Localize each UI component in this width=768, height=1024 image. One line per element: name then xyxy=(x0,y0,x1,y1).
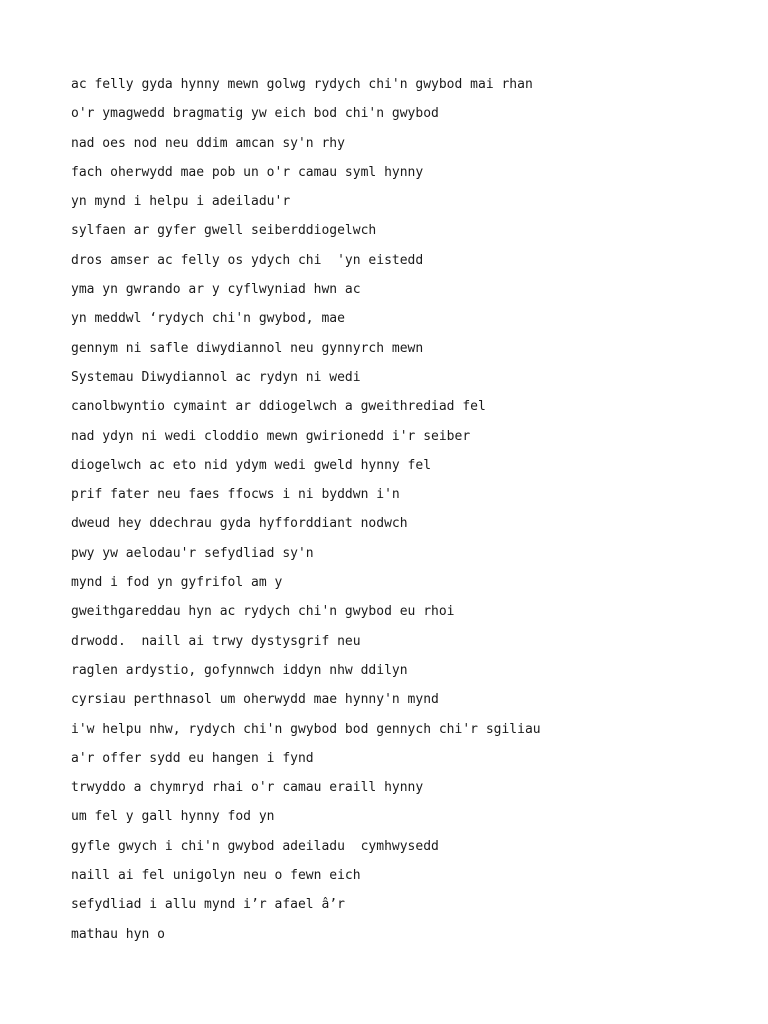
text-line: yn mynd i helpu i adeiladu'r xyxy=(71,194,291,210)
text-line: dweud hey ddechrau gyda hyfforddiant nodwch xyxy=(71,516,408,532)
text-line: nad oes nod neu ddim amcan sy'n rhy xyxy=(71,135,345,151)
text-line: naill ai fel unigolyn neu o fewn eich xyxy=(71,868,361,884)
text-line: o'r ymagwedd bragmatig yw eich bod chi'n gwybod xyxy=(71,106,439,122)
text-line: drwodd. naill ai trwy dystysgrif neu xyxy=(71,633,361,649)
text-line: pwy yw aelodau'r sefydliad sy'n xyxy=(71,545,314,561)
text-line: sefydliad i allu mynd i’r afael â’r xyxy=(71,897,345,913)
text-line: diogelwch ac eto nid ydym wedi gweld hynny fel xyxy=(71,457,432,473)
text-line: yn meddwl ‘rydych chi'n gwybod, mae xyxy=(71,311,345,327)
text-line: Systemau Diwydiannol ac rydyn ni wedi xyxy=(71,369,361,385)
text-line: a'r offer sydd eu hangen i fynd xyxy=(71,750,314,766)
text-line: cyrsiau perthnasol um oherwydd mae hynny'n mynd xyxy=(71,692,439,708)
text-line: canolbwyntio cymaint ar ddiogelwch a gweithrediad fel xyxy=(71,399,486,415)
text-line: gyfle gwych i chi'n gwybod adeiladu cymhwysedd xyxy=(71,838,439,854)
text-line: prif fater neu faes ffocws i ni byddwn i'n xyxy=(71,487,400,503)
text-line: mathau hyn o xyxy=(71,926,165,942)
text-line: nad ydyn ni wedi cloddio mewn gwirionedd i'r seiber xyxy=(71,428,471,444)
text-line: um fel y gall hynny fod yn xyxy=(71,809,275,825)
text-line: raglen ardystio, gofynnwch iddyn nhw ddilyn xyxy=(71,662,408,678)
text-line: dros amser ac felly os ydych chi 'yn eistedd xyxy=(71,252,424,268)
text-line: i'w helpu nhw, rydych chi'n gwybod bod gennych chi'r sgiliau xyxy=(71,721,541,737)
text-line: yma yn gwrando ar y cyflwyniad hwn ac xyxy=(71,282,361,298)
document-page xyxy=(71,70,751,949)
text-line: fach oherwydd mae pob un o'r camau syml hynny xyxy=(71,164,424,180)
text-line: sylfaen ar gyfer gwell seiberddiogelwch xyxy=(71,223,377,239)
text-line: trwyddo a chymryd rhai o'r camau eraill hynny xyxy=(71,780,424,796)
text-line: gweithgareddau hyn ac rydych chi'n gwybod eu rhoi xyxy=(71,604,455,620)
text-line: mynd i fod yn gyfrifol am y xyxy=(71,575,283,591)
text-line: ac felly gyda hynny mewn golwg rydych chi'n gwybod mai rhan xyxy=(71,77,533,92)
text-line: gennym ni safle diwydiannol neu gynnyrch mewn xyxy=(71,340,424,356)
